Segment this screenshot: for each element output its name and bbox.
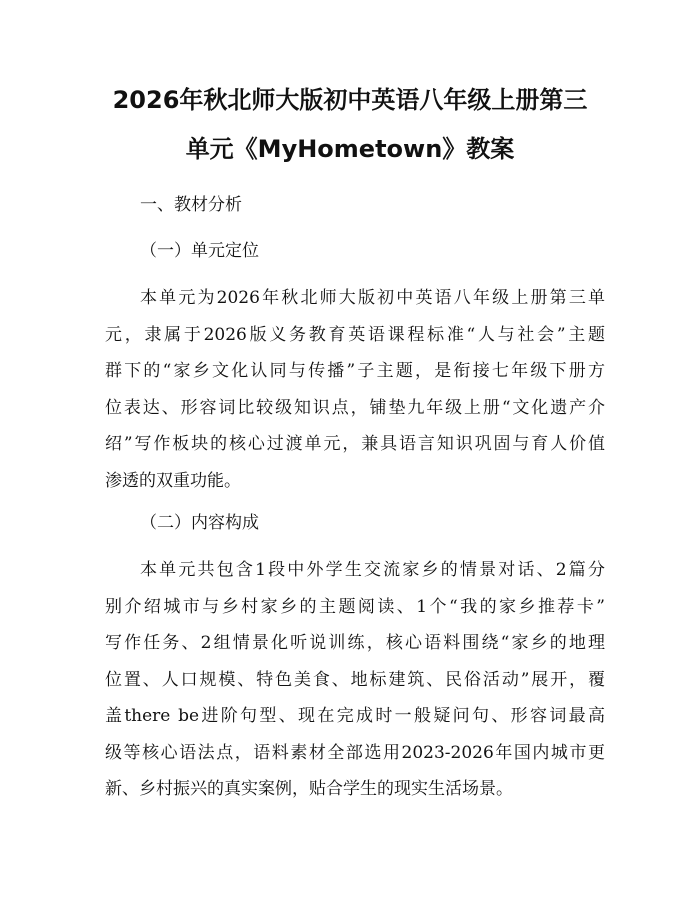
paragraph-line: 本单元为2026年秋北师大版初中英语八年级上册第三单 — [140, 288, 605, 308]
paragraph-line: 渗透的双重功能。 — [105, 470, 241, 491]
subsection-heading-unit-positioning: （一）单元定位 — [140, 241, 259, 261]
paragraph-line: 位表达、形容词比较级知识点，铺垫九年级上册“文化遗产介 — [105, 397, 605, 418]
section-heading-textbook-analysis: 一、教材分析 — [140, 195, 242, 215]
paragraph-line: 元，隶属于2026版义务教育英语课程标准“人与社会”主题 — [105, 324, 605, 345]
subsection-heading-content-composition: （二）内容构成 — [140, 513, 259, 533]
document-title-line-1: 2026年秋北师大版初中英语八年级上册第三 — [112, 86, 588, 114]
paragraph-line: 级等核心语法点，语料素材全部选用2023-2026年国内城市更 — [105, 742, 605, 763]
paragraph-line: 位置、人口规模、特色美食、地标建筑、民俗活动”展开，覆 — [105, 669, 605, 690]
paragraph-content-composition — [105, 558, 605, 814]
paragraph-unit-positioning — [105, 286, 605, 505]
paragraph-line: 新、乡村振兴的真实案例，贴合学生的现实生活场景。 — [105, 779, 513, 799]
paragraph-line: 写作任务、2组情景化听说训练，核心语料围绕“家乡的地理 — [105, 633, 605, 653]
paragraph-line: 群下的“家乡文化认同与传播”子主题，是衔接七年级下册方 — [105, 361, 605, 381]
document-title-line-2: 单元《MyHometown》教案 — [185, 135, 515, 163]
paragraph-line: 别介绍城市与乡村家乡的主题阅读、1个“我的家乡推荐卡” — [105, 596, 605, 617]
paragraph-line: 绍”写作板块的核心过渡单元，兼具语言知识巩固与育人价值 — [105, 434, 605, 454]
paragraph-line: 本单元共包含1段中外学生交流家乡的情景对话、2篇分 — [140, 560, 605, 580]
paragraph-line: 盖there be进阶句型、现在完成时一般疑问句、形容词最高 — [105, 706, 605, 726]
